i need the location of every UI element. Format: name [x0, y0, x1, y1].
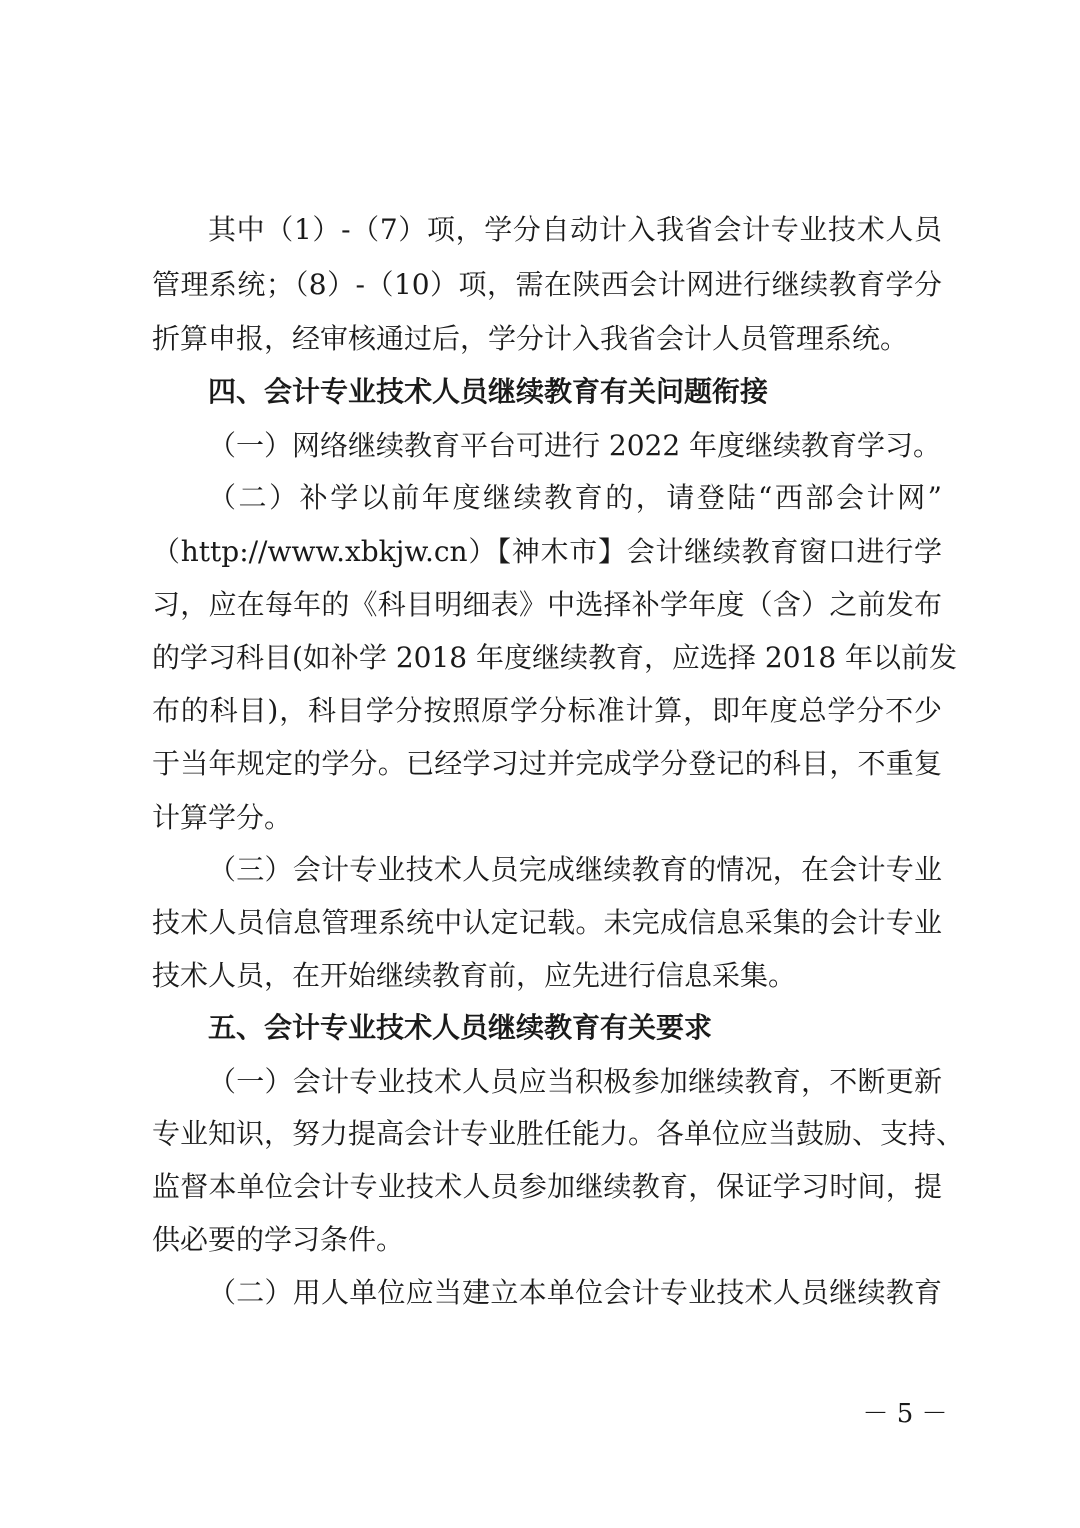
- paragraph-3-line-6: 于当年规定的学分。已经学习过并完成学分登记的科目，不重复: [152, 747, 942, 780]
- paragraph-2-line-1: （一）网络继续教育平台可进行 2022 年度继续教育学习。: [208, 429, 942, 462]
- paragraph-3-line-4: 的学习科目(如补学 2018 年度继续教育，应选择 2018 年以前发: [152, 641, 958, 674]
- paragraph-4-line-3: 技术人员，在开始继续教育前，应先进行信息采集。: [152, 959, 797, 992]
- page-number: － 5 －: [862, 1399, 948, 1429]
- paragraph-1-line-3: 折算申报，经审核通过后，学分计入我省会计人员管理系统。: [152, 322, 909, 355]
- paragraph-4-line-2: 技术人员信息管理系统中认定记载。未完成信息采集的会计专业: [152, 906, 942, 939]
- paragraph-5-line-3: 监督本单位会计专业技术人员参加继续教育，保证学习时间，提: [152, 1170, 942, 1203]
- section-heading-4: 四、会计专业技术人员继续教育有关问题衔接: [208, 375, 769, 408]
- paragraph-1-line-1: 其中（1）-（7）项，学分自动计入我省会计专业技术人员: [208, 213, 942, 246]
- paragraph-3-line-2: （http://www.xbkjw.cn）【神木市】会计继续教育窗口进行学: [152, 535, 942, 568]
- paragraph-3-line-7: 计算学分。: [152, 801, 293, 834]
- paragraph-5-line-4: 供必要的学习条件。: [152, 1223, 405, 1256]
- section-heading-5: 五、会计专业技术人员继续教育有关要求: [208, 1011, 713, 1044]
- paragraph-3-line-3: 习，应在每年的《科目明细表》中选择补学年度（含）之前发布: [152, 588, 942, 621]
- paragraph-5-line-2: 专业知识，努力提高会计专业胜任能力。各单位应当鼓励、支持、: [152, 1117, 965, 1150]
- paragraph-4-line-1: （三）会计专业技术人员完成继续教育的情况，在会计专业: [208, 853, 942, 886]
- paragraph-6-line-1: （二）用人单位应当建立本单位会计专业技术人员继续教育: [208, 1276, 942, 1309]
- paragraph-3-line-1: （二）补学以前年度继续教育的，请登陆“西部会计网”: [208, 481, 942, 514]
- paragraph-3-line-5: 布的科目)，科目学分按照原学分标准计算，即年度总学分不少: [152, 694, 942, 727]
- paragraph-5-line-1: （一）会计专业技术人员应当积极参加继续教育，不断更新: [208, 1065, 942, 1098]
- paragraph-1-line-2: 管理系统；（8）-（10）项，需在陕西会计网进行继续教育学分: [152, 268, 942, 301]
